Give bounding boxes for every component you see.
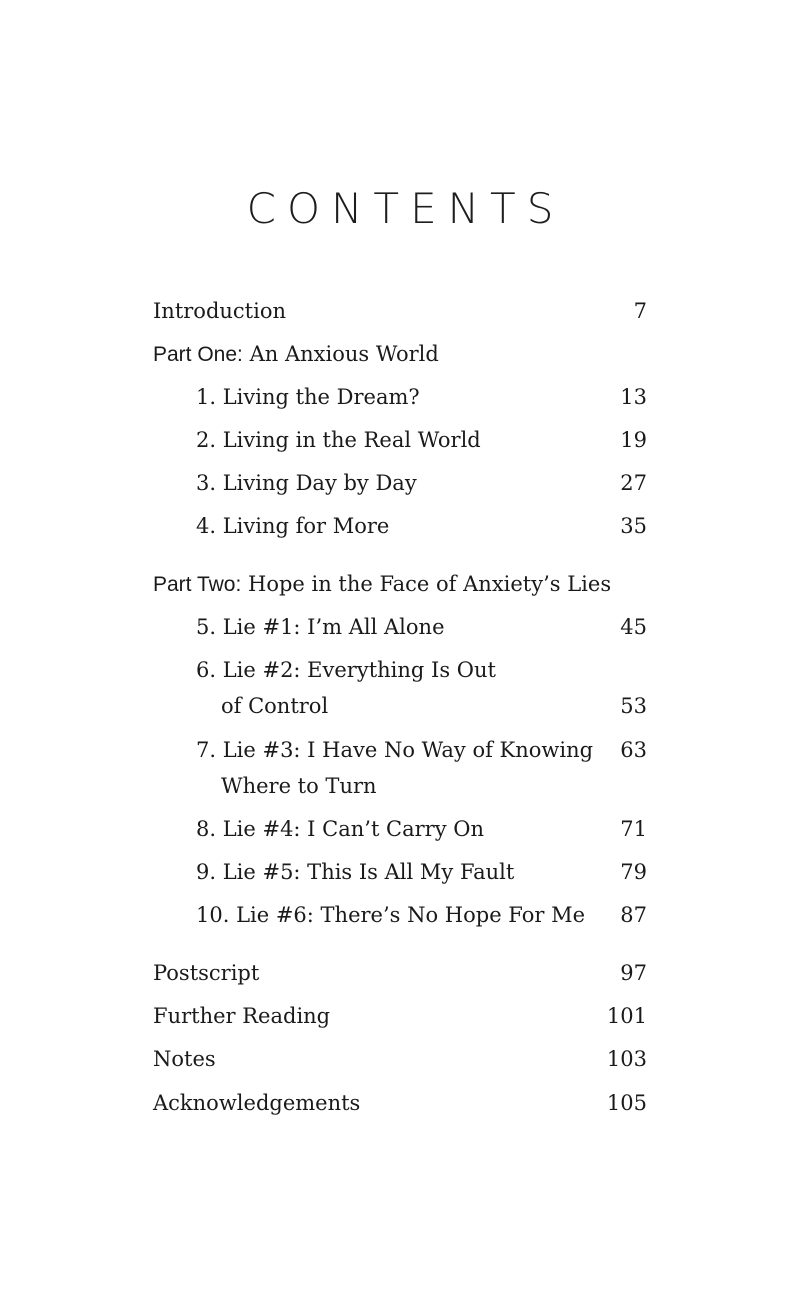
toc-entry-chapter-7[interactable] bbox=[153, 736, 647, 764]
toc-entry-notes[interactable] bbox=[153, 1045, 647, 1073]
toc-page-number: 105 bbox=[606, 1091, 647, 1115]
toc-page-number: 79 bbox=[620, 860, 647, 884]
toc-page-number: 27 bbox=[620, 471, 647, 495]
toc-entry-label: 6. Lie #2: Everything Is Out bbox=[196, 658, 496, 682]
toc-entry-label: 4. Living for More bbox=[196, 514, 390, 538]
toc-page-number: 87 bbox=[620, 903, 647, 927]
toc-entry-label: 10. Lie #6: There’s No Hope For Me bbox=[196, 903, 586, 927]
toc-entry-chapter-8[interactable] bbox=[153, 815, 647, 843]
toc-entry-label: 3. Living Day by Day bbox=[196, 471, 417, 495]
toc-entry-label: 5. Lie #1: I’m All Alone bbox=[196, 615, 445, 639]
toc-page-number: 19 bbox=[620, 428, 647, 452]
toc-entry-postscript[interactable] bbox=[153, 959, 647, 987]
toc-page-number: 45 bbox=[620, 615, 647, 639]
toc-entry-chapter-7-continuation[interactable] bbox=[153, 772, 647, 800]
toc-page-number: 35 bbox=[620, 514, 647, 538]
part-one-heading[interactable] bbox=[153, 340, 647, 368]
toc-page-number: 7 bbox=[633, 299, 647, 323]
toc-entry-chapter-6[interactable] bbox=[153, 656, 647, 684]
toc-page-number: 13 bbox=[620, 385, 647, 409]
toc-entry-label: 9. Lie #5: This Is All My Fault bbox=[196, 860, 515, 884]
toc-entry-label-continuation: of Control bbox=[221, 694, 329, 718]
toc-entry-label: 7. Lie #3: I Have No Way of Knowing bbox=[196, 738, 594, 762]
toc-entry-chapter-2[interactable] bbox=[153, 426, 647, 454]
toc-entry-introduction[interactable] bbox=[153, 297, 647, 325]
toc-entry-chapter-4[interactable] bbox=[153, 512, 647, 540]
part-two-heading[interactable] bbox=[153, 570, 647, 598]
part-prefix: Part Two: bbox=[153, 573, 242, 596]
toc-page-number: 101 bbox=[606, 1004, 647, 1028]
part-title: Hope in the Face of Anxiety’s Lies bbox=[248, 572, 612, 596]
part-heading-label bbox=[153, 340, 439, 369]
part-heading-label bbox=[153, 570, 611, 599]
toc-entry-chapter-1[interactable] bbox=[153, 383, 647, 411]
toc-entry-label: Postscript bbox=[153, 961, 260, 985]
toc-entry-label: 2. Living in the Real World bbox=[196, 428, 481, 452]
toc-entry-label: Acknowledgements bbox=[153, 1091, 361, 1115]
page-title: CONTENTS bbox=[246, 184, 565, 233]
toc-entry-label: Notes bbox=[153, 1047, 216, 1071]
toc-page-number: 97 bbox=[620, 961, 647, 985]
toc-entry-chapter-10[interactable] bbox=[153, 901, 647, 929]
toc-entry-label-continuation: Where to Turn bbox=[221, 774, 377, 798]
toc-page-number: 71 bbox=[620, 817, 647, 841]
toc-entry-chapter-5[interactable] bbox=[153, 613, 647, 641]
toc-page-number: 103 bbox=[606, 1047, 647, 1071]
toc-page-number: 53 bbox=[620, 694, 647, 718]
toc-entry-chapter-6-continuation[interactable] bbox=[153, 692, 647, 720]
toc-entry-label: Further Reading bbox=[153, 1004, 331, 1028]
table-of-contents bbox=[153, 0, 647, 1295]
toc-entry-further-reading[interactable] bbox=[153, 1002, 647, 1030]
toc-entry-chapter-3[interactable] bbox=[153, 469, 647, 497]
toc-entry-chapter-9[interactable] bbox=[153, 858, 647, 886]
part-prefix: Part One: bbox=[153, 343, 243, 366]
toc-entry-acknowledgements[interactable] bbox=[153, 1089, 647, 1117]
part-title: An Anxious World bbox=[249, 342, 439, 366]
toc-entry-label: Introduction bbox=[153, 299, 286, 323]
toc-page-number: 63 bbox=[620, 738, 647, 762]
toc-entry-label: 8. Lie #4: I Can’t Carry On bbox=[196, 817, 485, 841]
toc-entry-label: 1. Living the Dream? bbox=[196, 385, 420, 409]
